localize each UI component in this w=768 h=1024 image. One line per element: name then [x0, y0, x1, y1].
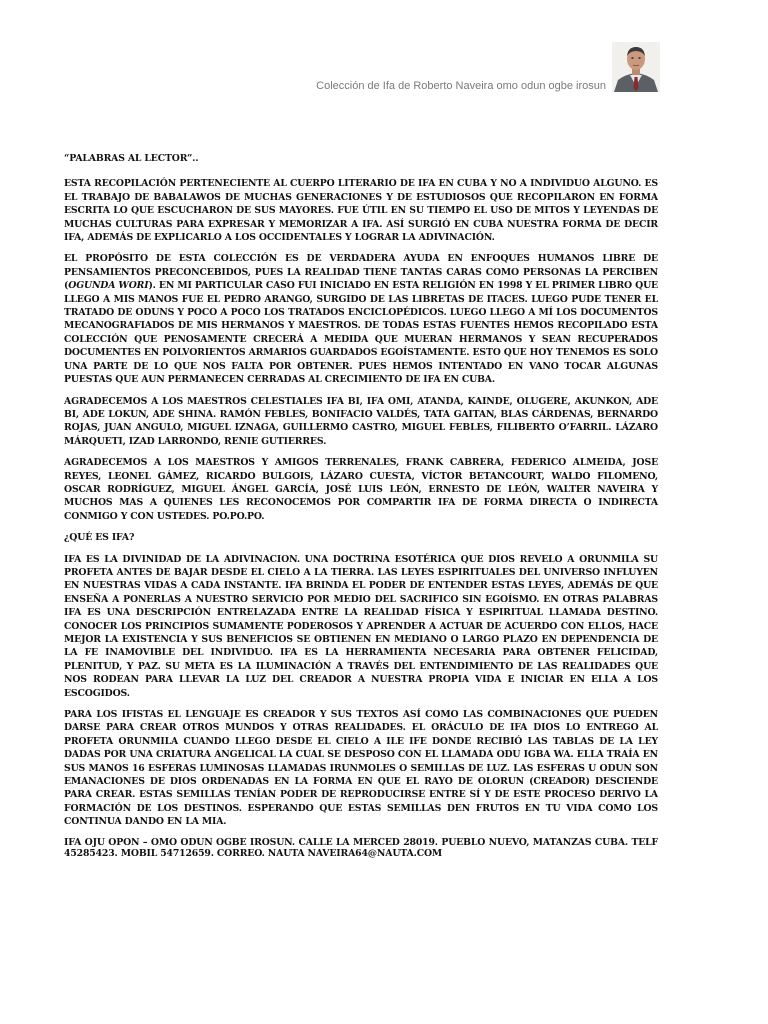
paragraph-intro: ESTA RECOPILACIÓN PERTENECIENTE AL CUERPO LITERARIO DE IFA EN CUBA Y NO A INDIVIDUO ALGUNO. ES EL TRABAJO DE BABALAWOS DE MUCHAS GENERACIONES Y DE ESTUDIOSOS QUE RECOPILARON EN FORMA ESCRITA LO QUE ESCUCHARON DE SUS MAYORES. FUE ÚTIL EN SU TIEMPO EL USO DE MITOS Y LEYENDAS DE MUCHAS CULTURAS PARA EXPRESAR Y MEMORIZAR A IFA. ASÍ SURGIÓ EN CUBA NUESTRA FORMA DE DECIR IFA, ADEMÁS DE EXPLICARLO A LOS OCCIDENTALES Y LOGRAR LA ADIVINACIÓN. — [64, 178, 658, 244]
paragraph-earthly-masters: AGRADECEMOS A LOS MAESTROS Y AMIGOS TERRENALES, FRANK CABRERA, FEDERICO ALMEIDA, JOSE REYES, LEONEL GÁMEZ, RICARDO BULGOIS, LÁZARO CUESTA, VÍCTOR BETANCOURT, WALDO FILOMENO, OSCAR RODRÍGUEZ, MIGUEL ÁNGEL GARCÍA, JOSÉ LUIS LEÓN, ERNESTO DE LEÓN, WALTER NAVEIRA Y MUCHOS MAS A QUIENES LES RECONOCEMOS POR COMPARTIR IFA DE FORMA DIRECTA O INDIRECTA CONMIGO Y CON USTEDES. PO.PO.PO. — [64, 457, 658, 522]
page-header — [280, 42, 660, 94]
collection-title: Colección de Ifa de Roberto Naveira omo odun ogbe irosun — [316, 80, 606, 92]
author-portrait-icon — [612, 42, 660, 92]
paragraph-language: PARA LOS IFISTAS EL LENGUAJE ES CREADOR Y SUS TEXTOS ASÍ COMO LAS COMBINACIONES QUE PUEDEN DARSE PARA CREAR OTROS MUNDOS Y OTRAS REALIDADES. EL ORÁCULO DE IFA DIOS LO ENTREGO AL PROFETA ORUNMILA CUANDO LLEGO DESDE EL CIELO A ILE IFE DONDE RECIBIÓ LAS TABLAS DE LA LEY DADAS POR UNA CRIATURA ANGELICAL LA CUAL SE DESPOSO CON EL LLAMADA ODU IGBA WA. ELLA TRAÍA EN SUS MANOS 16 ESFERAS LUMINOSAS LLAMADAS IRUNMOLES O SEMILLAS DE LUZ. LAS ESFERAS U ODUN SON EMANACIONES DE DIOS ORDENADAS EN LA FORMA EN QUE EL RAYO DE OLORUN (CREADOR) DESCIENDE PARA CREAR. ESTAS SEMILLAS TENÍAN PODER DE REPRODUCIRSE ENTRE SÍ Y DE ESTE PROCESO DERIVO LA FORMACIÓN DE LOS DESTINOS. ESPERANDO QUE ESTAS SEMILLAS DEN FRUTOS EN TU VIDA COMO LOS CONTINUA DANDO EN LA MIA. — [64, 709, 658, 828]
contact-info: IFA OJU OPON – OMO ODUN OGBE IROSUN. CALLE LA MERCED 28019. PUEBLO NUEVO, MATANZAS CUBA. TELF 45285423. MOBIL 54712659. CORREO. NAUTA NAVEIRA64@NAUTA.COM — [64, 836, 658, 860]
paragraph-purpose-part-a: EL PROPÓSITO DE ESTA COLECCIÓN ES DE VERDADERA AYUDA EN ENFOQUES HUMANOS LIBRE DE PENSAMIENTOS PRECONCEBIDOS, PUES LA REALIDAD TIENE TANTAS CARAS COMO PERSONAS LA PERCIBEN ( — [64, 253, 658, 292]
ogunda-wori-italic: OGUNDA WORI — [68, 280, 149, 292]
paragraph-celestial-masters: AGRADECEMOS A LOS MAESTROS CELESTIALES IFA BI, IFA OMI, ATANDA, KAINDE, OLUGERE, AKUNKON, ADE BI, ADE LOKUN, ADE SHINA. RAMÓN FEBLES, BONIFACIO VALDÉS, TATA GAITAN, BLAS CÁRDENAS, BERNARDO ROJAS, JUAN ANGULO, MIGUEL IZNAGA, GUILLERMO CASTRO, MIGUEL FEBLES, FILIBERTO O’FARRIL. LÁZARO MÁRQUETI, IZAD LARRONDO, RENIE GUTIERRES. — [64, 395, 658, 447]
paragraph-purpose — [64, 252, 658, 386]
author-photo — [612, 42, 660, 92]
paragraph-purpose-part-b: ). EN MI PARTICULAR CASO FUI INICIADO EN ESTA RELIGIÓN EN 1998 Y EL PRIMER LIBRO QUE LLEGO A MIS MANOS FUE EL PEDRO ARANGO, SURGIDO DE LAS LIBRETAS DE ITACES. LUEGO PUDE TENER EL TRATADO DE ODUNS Y POCO A POCO LOS TRATADOS ENCICLOPÉDICOS. LUEGO LLEGO A MÍ LOS DOCUMENTOS MECANOGRAFIADOS DE MIS HERMANOS Y MAESTROS. DE TODAS ESTAS FUENTES HEMOS RECOPILADO ESTA COLECCIÓN QUE PENOSAMENTE CRECERÁ A MEDIDA QUE MUERAN HERMANOS Y SEAN RECUPERADOS DOCUMENTES EN POLVORIENTOS ARMARIOS GUARDADOS EGOÍSTAMENTE. ESTO QUE HOY TENEMOS ES SOLO UNA PARTE DE LO QUE NOS FALTA POR OBTENER. PUES HEMOS INTENTADO EN VANO TOCAR ALGUNAS PUESTAS QUE AUN PERMANECEN CERRADAS AL CRECIMIENTO DE IFA EN CUBA. — [64, 280, 658, 386]
document-title: “PALABRAS AL LECTOR”.. — [64, 153, 199, 164]
paragraph-what-is-ifa: IFA ES LA DIVINIDAD DE LA ADIVINACION. UNA DOCTRINA ESOTÉRICA QUE DIOS REVELO A ORUNMILA SU PROFETA ANTES DE BAJAR DESDE EL CIELO A LA TIERRA. LAS LEYES ESPIRITUALES DEL UNIVERSO INFLUYEN EN NUESTRAS VIDAS A CADA INSTANTE. IFA BRINDA EL PODER DE ENTENDER ESTAS LEYES, ADEMÁS DE QUE ENSEÑA A PONERLAS A NUESTRO SERVICIO POR MEDIO DEL SACRIFICO SIN EGOÍSMO. EN OTRAS PALABRAS IFA ES UNA DESCRIPCIÓN ENTRELAZADA ENTRE LA REALIDAD FÍSICA Y ESPIRITUAL LLAMADA DESTINO. CONOCER LOS PRINCIPIOS SUMAMENTE PODEROSOS Y APRENDER A ACTUAR DE ACUERDO CON ELLOS, HACE MEJOR LA EXISTENCIA Y SUS BENEFICIOS SE OBTIENEN EN MEDIANO O LARGO PLAZO EN DEPENDENCIA DE LA FE INAMOVIBLE DEL INDIVIDUO. IFA ES LA HERRAMIENTA NECESARIA PARA OBTENER FELICIDAD, PLENITUD, Y PAZ. SU META ES LA ILUMINACIÓN A TRAVÉS DEL ENTENDIMIENTO DE LAS REALIDADES QUE NOS RODEAN PARA LLEVAR LA LUZ DEL CREADOR A NUESTRA PROPIA VIDA E INICIAR EN ELLA A LOS ESCOGIDOS. — [64, 553, 658, 699]
section-question: ¿QUÉ ES IFA? — [64, 532, 135, 544]
document-body — [64, 152, 658, 868]
